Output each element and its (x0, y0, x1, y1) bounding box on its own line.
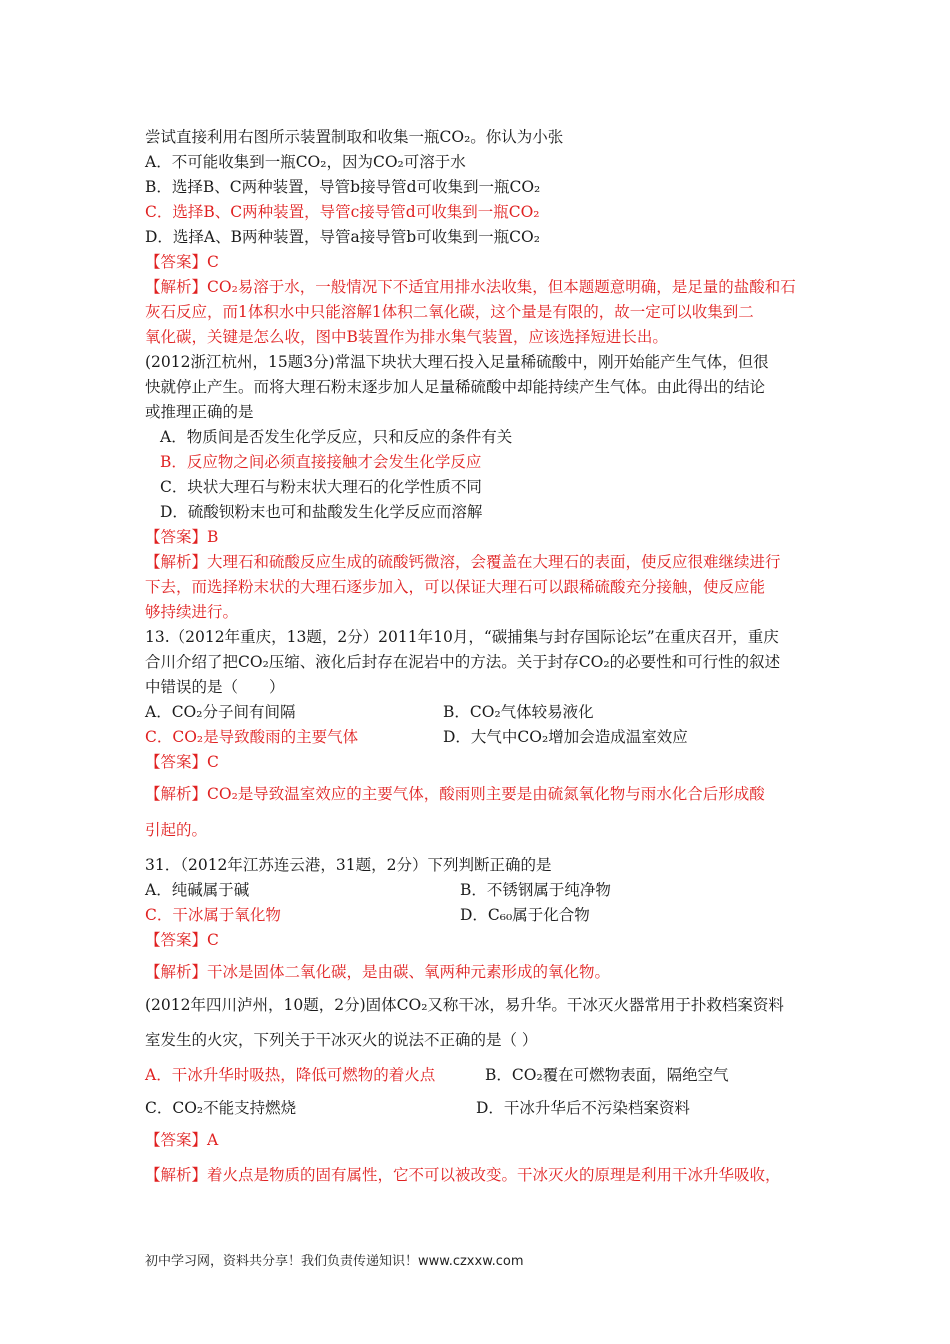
option-d: D．大气中CO₂增加会造成温室效应 (443, 728, 688, 746)
analysis-text: 下去，而选择粉末状的大理石逐步加入，可以保证大理石可以跟稀硫酸充分接触，使反应能 (145, 578, 766, 596)
answer-label: 【答案】C (145, 753, 219, 771)
question-text: 室发生的火灾，下列关于干冰灭火的说法不正确的是（ ） (145, 1031, 538, 1049)
option-c: C．CO₂不能支持燃烧 (145, 1099, 297, 1117)
answer-label: 【答案】C (145, 253, 219, 271)
option-a: A．物质间是否发生化学反应，只和反应的条件有关 (160, 428, 513, 446)
option-b-correct: B．反应物之间必须直接接触才会发生化学反应 (160, 453, 482, 471)
option-d: D．硫酸钡粉末也可和盐酸发生化学反应而溶解 (160, 503, 483, 521)
answer-label: 【答案】A (145, 1131, 219, 1149)
question-text: 快就停止产生。而将大理石粉末逐步加人足量稀硫酸中却能持续产生气体。由此得出的结论 (145, 378, 766, 396)
option-b: B．CO₂气体较易液化 (443, 703, 594, 721)
question-text: (2012年四川泸州，10题，2分)固体CO₂又称干冰，易升华。干冰灭火器常用于扑救档案资料 (145, 996, 784, 1014)
analysis-text: 够持续进行。 (145, 603, 239, 621)
option-c: C．块状大理石与粉末状大理石的化学性质不同 (160, 478, 482, 496)
answer-label: 【答案】C (145, 931, 219, 949)
analysis-text: 【解析】着火点是物质的固有属性，它不可以被改变。干冰灭火的原理是利用干冰升华吸收， (145, 1166, 781, 1184)
page-footer: 初中学习网，资料共分享！我们负责传递知识！www.czxxw.com (145, 1254, 524, 1269)
option-b: B．CO₂覆在可燃物表面，隔绝空气 (485, 1066, 729, 1084)
question-text: 13.（2012年重庆，13题，2分）2011年10月，“碳捕集与封存国际论坛”在重庆召开，重庆 (145, 628, 779, 646)
option-a: A．纯碱属于碱 (145, 881, 250, 899)
analysis-text: 【解析】CO₂是导致温室效应的主要气体，酸雨则主要是由硫氮氧化物与雨水化合后形成酸 (145, 785, 765, 803)
analysis-text: 【解析】CO₂易溶于水，一般情况下不适宜用排水法收集，但本题题意明确，是足量的盐酸和石 (145, 278, 796, 296)
question-text: 中错误的是（ ） (145, 678, 285, 696)
option-a: A．CO₂分子间有间隔 (145, 703, 296, 721)
option-b: B．选择B、C两种装置，导管b接导管d可收集到一瓶CO₂ (145, 178, 541, 196)
analysis-text: 【解析】干冰是固体二氧化碳，是由碳、氧两种元素形成的氧化物。 (145, 963, 611, 981)
question-text: 31．（2012年江苏连云港，31题，2分）下列判断正确的是 (145, 856, 552, 874)
option-c-correct: C．选择B、C两种装置，导管c接导管d可收集到一瓶CO₂ (145, 203, 540, 221)
option-d: D．C₆₀属于化合物 (460, 906, 590, 924)
analysis-text: 灰石反应，而1体积水中只能溶解1体积二氧化碳，这个量是有限的，故一定可以收集到二 (145, 303, 754, 321)
option-c-correct: C．CO₂是导致酸雨的主要气体 (145, 728, 359, 746)
option-c-correct: C．干冰属于氧化物 (145, 906, 281, 924)
option-b: B．不锈钢属于纯净物 (460, 881, 611, 899)
analysis-text: 【解析】大理石和硫酸反应生成的硫酸钙微溶，会覆盖在大理石的表面，使反应很难继续进行 (145, 553, 781, 571)
option-a: A．不可能收集到一瓶CO₂，因为CO₂可溶于水 (145, 153, 466, 171)
option-d: D．干冰升华后不污染档案资料 (476, 1099, 690, 1117)
question-text: (2012浙江杭州，15题3分)常温下块状大理石投入足量稀硫酸中，刚开始能产生气体，但很 (145, 353, 769, 371)
option-a-correct: A．干冰升华时吸热，降低可燃物的着火点 (145, 1066, 436, 1084)
text-line: 尝试直接利用右图所示装置制取和收集一瓶CO₂。你认为小张 (145, 128, 564, 146)
analysis-text: 氧化碳，关键是怎么收，图中B装置作为排水集气装置，应该选择短进长出。 (145, 328, 668, 346)
analysis-text: 引起的。 (145, 821, 208, 839)
question-text: 合川介绍了把CO₂压缩、液化后封存在泥岩中的方法。关于封存CO₂的必要性和可行性的叙述 (145, 653, 781, 671)
option-d: D．选择A、B两种装置，导管a接导管b可收集到一瓶CO₂ (145, 228, 540, 246)
question-text: 或推理正确的是 (145, 403, 254, 421)
answer-label: 【答案】B (145, 528, 219, 546)
